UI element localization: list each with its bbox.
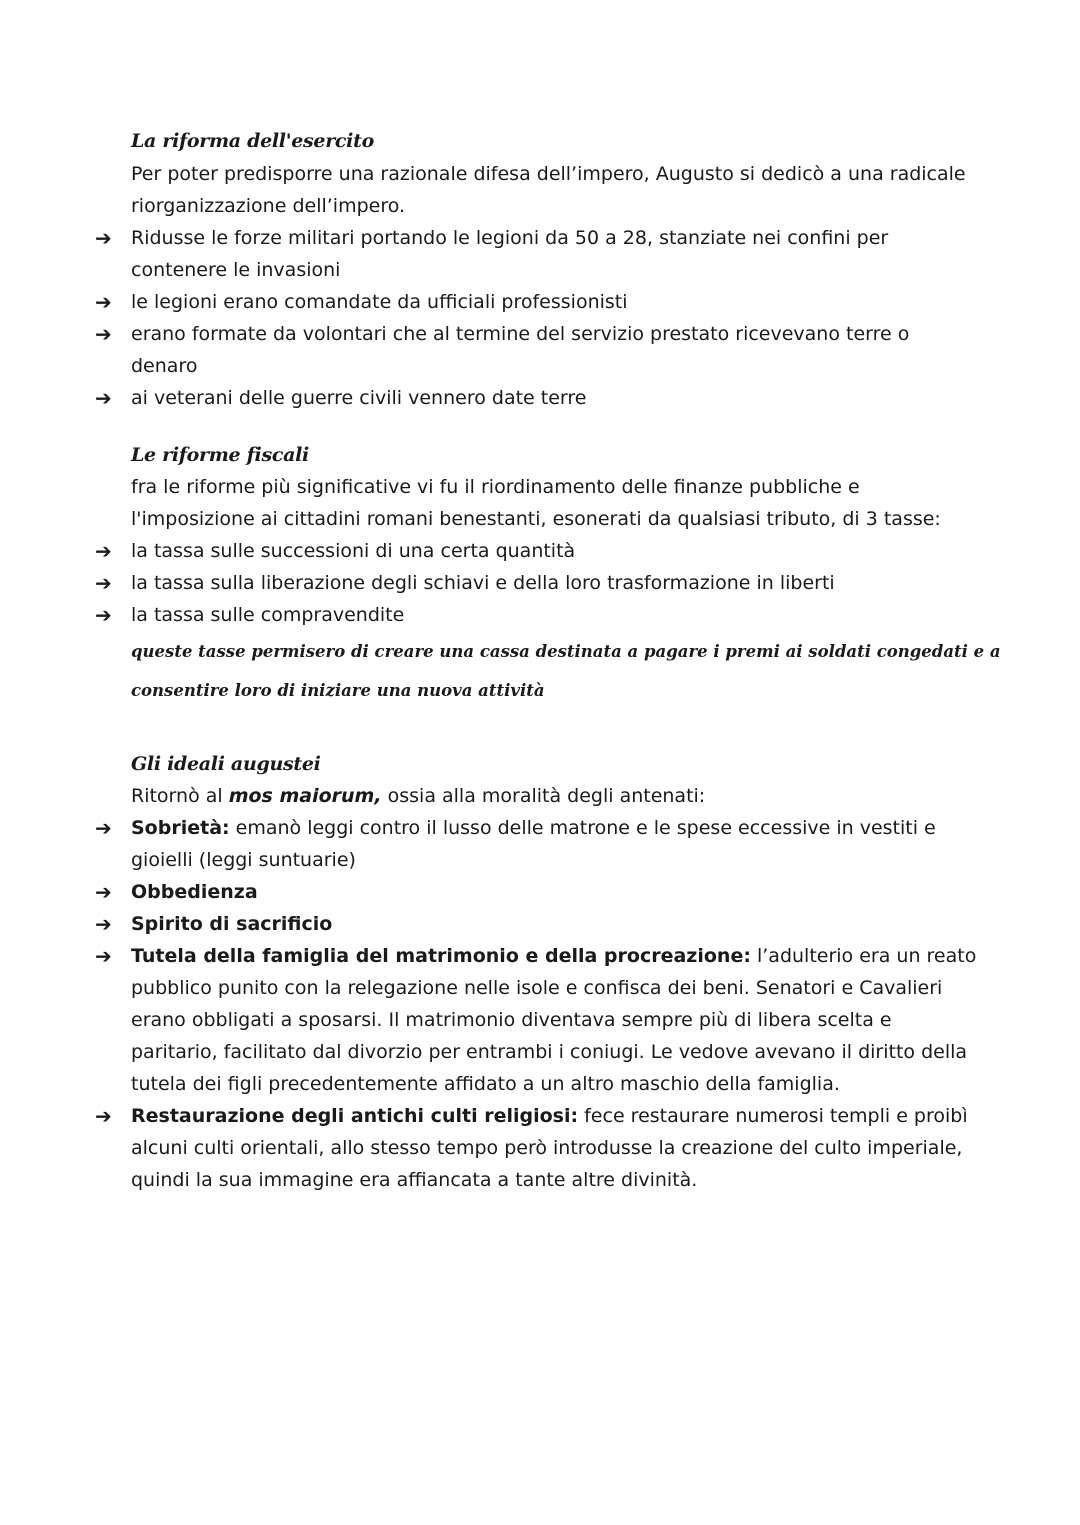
ideals-bullet-4-cont-3: paritario, facilitato dal divorzio per entrambi i coniugi. Le vedove avevano il diritto della (131, 1041, 968, 1063)
ideals-bullet-4-term: Tutela della famiglia del matrimonio e della procreazione: (131, 945, 751, 967)
arrow-right-icon: ➔ (95, 290, 112, 314)
fiscal-bullet-2: la tassa sulla liberazione degli schiavi e della loro trasformazione in liberti (131, 572, 835, 594)
arrow-right-icon: ➔ (95, 571, 112, 595)
army-bullet-2: le legioni erano comandate da ufficiali professionisti (131, 291, 628, 313)
ideals-bullet-3: Spirito di sacrificio (131, 913, 333, 935)
army-bullet-4: ai veterani delle guerre civili vennero date terre (131, 387, 587, 409)
ideals-bullet-5 (131, 1100, 968, 1132)
ideals-bullet-4-cont-4: tutela dei figli precedentemente affidato a un altro maschio della famiglia. (131, 1073, 840, 1095)
arrow-right-icon: ➔ (95, 603, 112, 627)
ideals-bullet-5-term: Restaurazione degli antichi culti religiosi: (131, 1105, 579, 1127)
fiscal-note-line-1: queste tasse permisero di creare una cassa destinata a pagare i premi ai soldati congedati e a (131, 642, 1001, 661)
fiscal-bullet-1: la tassa sulle successioni di una certa quantità (131, 540, 576, 562)
arrow-right-icon: ➔ (95, 386, 112, 410)
arrow-right-icon: ➔ (95, 816, 112, 840)
arrow-right-icon: ➔ (95, 912, 112, 936)
arrow-right-icon: ➔ (95, 226, 112, 250)
fiscal-intro-line-2: l'imposizione ai cittadini romani benestanti, esonerati da qualsiasi tributo, di 3 tasse: (131, 508, 941, 530)
arrow-right-icon: ➔ (95, 539, 112, 563)
ideals-bullet-1-text: emanò leggi contro il lusso delle matrone e le spese eccessive in vestiti e (229, 817, 936, 839)
army-bullet-1: Ridusse le forze militari portando le legioni da 50 a 28, stanziate nei confini per (131, 227, 889, 249)
ideals-bullet-4-cont-1: pubblico punito con la relegazione nelle isole e confisca dei beni. Senatori e Cavalieri (131, 977, 943, 999)
fiscal-intro-line-1: fra le riforme più significative vi fu il riordinamento delle finanze pubbliche e (131, 476, 860, 498)
arrow-right-icon: ➔ (95, 880, 112, 904)
army-intro-line-2: riorganizzazione dell’impero. (131, 195, 406, 217)
ideals-intro (131, 780, 705, 812)
army-intro-line-1: Per poter predisporre una razionale difesa dell’impero, Augusto si dedicò a una radicale (131, 163, 966, 185)
army-bullet-3: erano formate da volontari che al termine del servizio prestato ricevevano terre o (131, 323, 910, 345)
section-heading-ideals: Gli ideali augustei (131, 753, 321, 775)
ideals-bullet-5-cont-1: alcuni culti orientali, allo stesso tempo però introdusse la creazione del culto imperiale, (131, 1137, 963, 1159)
ideals-bullet-5-cont-2: quindi la sua immagine era affiancata a tante altre divinità. (131, 1169, 698, 1191)
arrow-right-icon: ➔ (95, 1104, 112, 1128)
fiscal-bullet-3: la tassa sulle compravendite (131, 604, 405, 626)
ideals-bullet-4 (131, 940, 976, 972)
ideals-bullet-1 (131, 812, 936, 844)
section-heading-army: La riforma dell'esercito (131, 130, 374, 152)
ideals-bullet-1-cont: gioielli (leggi suntuarie) (131, 849, 356, 871)
ideals-intro-post: ossia alla moralità degli antenati: (381, 785, 706, 807)
section-heading-fiscal: Le riforme fiscali (131, 444, 309, 466)
ideals-intro-pre: Ritornò al (131, 785, 229, 807)
ideals-bullet-1-term: Sobrietà: (131, 817, 230, 839)
army-bullet-1-cont: contenere le invasioni (131, 259, 341, 281)
army-bullet-3-cont: denaro (131, 355, 198, 377)
fiscal-note-line-2: consentire loro di iniziare una nuova attività (131, 681, 545, 700)
arrow-right-icon: ➔ (95, 944, 112, 968)
arrow-right-icon: ➔ (95, 322, 112, 346)
ideals-bullet-5-text: fece restaurare numerosi templi e proibì (578, 1105, 968, 1127)
ideals-bullet-2: Obbedienza (131, 881, 258, 903)
ideals-bullet-4-cont-2: erano obbligati a sposarsi. Il matrimonio diventava sempre più di libera scelta e (131, 1009, 892, 1031)
ideals-bullet-4-text: l’adulterio era un reato (750, 945, 977, 967)
ideals-intro-term: mos maiorum, (228, 785, 382, 807)
